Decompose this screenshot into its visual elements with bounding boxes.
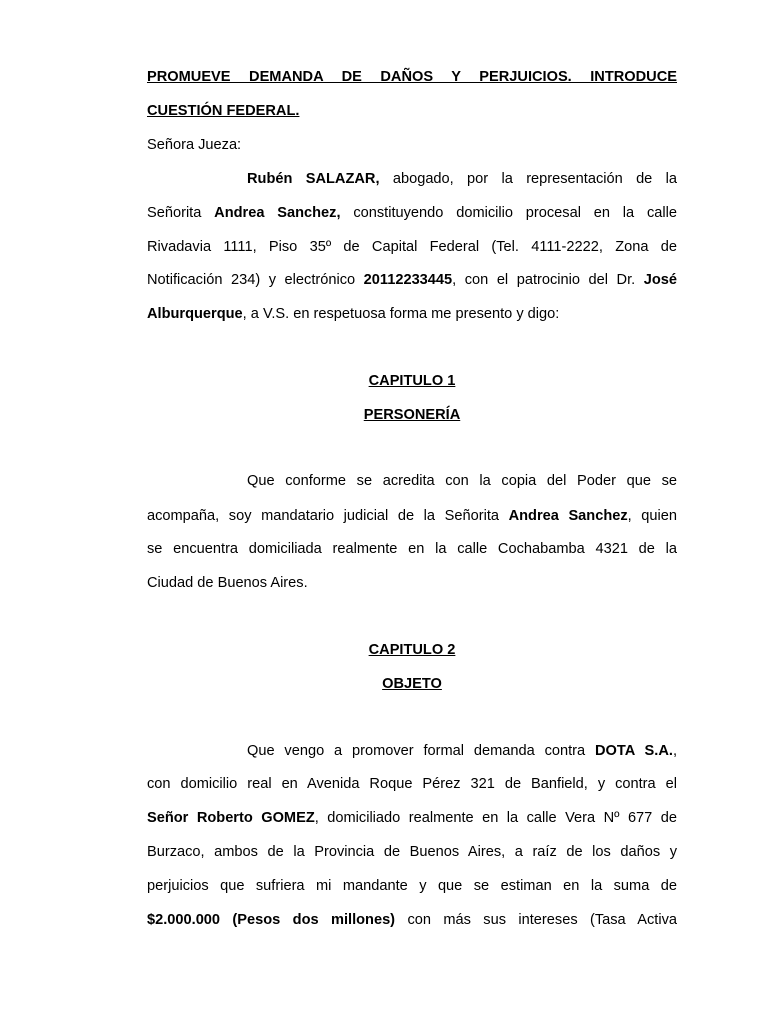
chapter-2-line-1-pre: Que vengo a promover formal demanda contra	[247, 743, 595, 759]
defendant-person: Señor Roberto GOMEZ	[147, 810, 315, 826]
intro-line-4-mid: , con el patrocinio del Dr.	[452, 272, 644, 288]
chapter-1-title: PERSONERÍA	[363, 407, 461, 423]
intro-line-2-pre: Señorita	[147, 205, 215, 221]
intro-line-5	[147, 305, 677, 323]
chapter-2-line-2: con domicilio real en Avenida Roque Pérez 321 de Banfield, y contra el	[147, 776, 677, 792]
chapter-1-line-4: Ciudad de Buenos Aires.	[147, 575, 308, 591]
intro-line-5-text: , a V.S. en respetuosa forma me presento y digo:	[242, 306, 560, 322]
claim-amount: $2.000.000 (Pesos dos millones)	[147, 912, 396, 928]
lawyer-name: Rubén SALAZAR,	[247, 171, 380, 187]
intro-line-3: Rivadavia 1111, Piso 35º de Capital Federal (Tel. 4111-2222, Zona de	[147, 239, 677, 255]
intro-line-2-text: constituyendo domicilio procesal en la calle	[340, 205, 677, 221]
chapter-2-line-6	[147, 911, 677, 929]
document-title-line-1: PROMUEVE DEMANDA DE DAÑOS Y PERJUICIOS. INTRODUCE	[147, 69, 677, 85]
defendant-company: DOTA S.A.	[594, 743, 673, 759]
chapter-2-title: OBJETO	[382, 676, 442, 692]
intro-line-1-text: abogado, por la representación de la	[379, 171, 677, 187]
intro-line-4	[147, 271, 677, 289]
chapter-2-line-1	[147, 742, 677, 760]
chapter-1-line-2-text: , quien	[627, 508, 678, 524]
chapter-1-line-2-pre: acompaña, soy mandatario judicial de la Señorita	[147, 508, 509, 524]
chapter-2-line-4: Burzaco, ambos de la Provincia de Buenos Aires, a raíz de los daños y	[147, 844, 677, 860]
sponsor-last-name: Alburquerque	[147, 306, 243, 322]
chapter-1-line-1: Que conforme se acredita con la copia del Poder que se	[247, 473, 677, 489]
chapter-2-line-5: perjuicios que sufriera mi mandante y que se estiman en la suma de	[147, 878, 677, 894]
salutation: Señora Jueza:	[147, 137, 242, 153]
electronic-domicile: 20112233445	[363, 272, 453, 288]
chapter-1-line-3: se encuentra domiciliada realmente en la calle Cochabamba 4321 de la	[147, 541, 677, 557]
intro-line-1	[147, 170, 677, 188]
intro-line-4-pre: Notificación 234) y electrónico	[147, 272, 364, 288]
chapter-2-number: CAPITULO 2	[368, 642, 456, 658]
chapter-1-number: CAPITULO 1	[368, 373, 456, 389]
client-name: Andrea Sanchez	[508, 508, 628, 524]
document-title-line-2: CUESTIÓN FEDERAL.	[147, 103, 300, 119]
sponsor-first-name: José	[643, 272, 677, 288]
chapter-2-line-6-text: con más sus intereses (Tasa Activa	[395, 912, 677, 928]
chapter-1-line-2	[147, 507, 677, 525]
client-name: Andrea Sanchez,	[214, 205, 341, 221]
intro-line-2	[147, 204, 677, 222]
chapter-2-line-3-text: , domiciliado realmente en la calle Vera Nº 677 de	[314, 810, 677, 826]
chapter-2-line-1-text: ,	[672, 743, 677, 759]
chapter-2-line-3	[147, 809, 677, 827]
